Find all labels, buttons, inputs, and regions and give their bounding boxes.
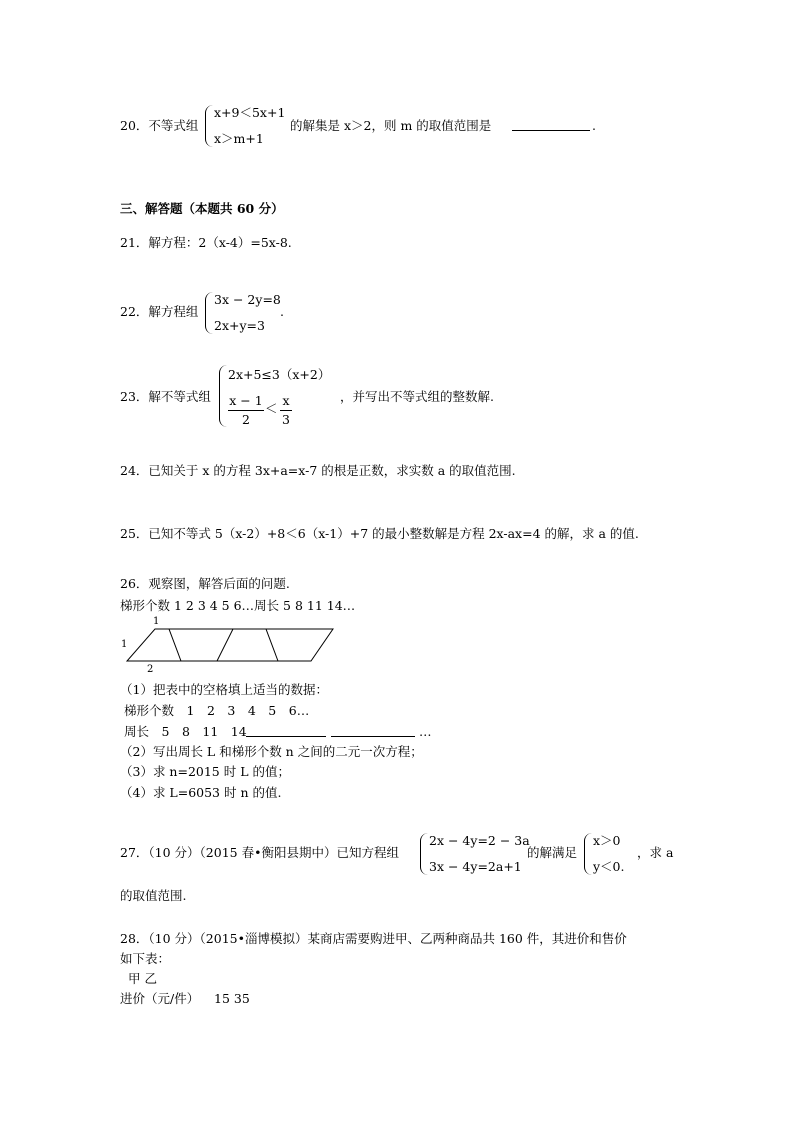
q26-fig-label-top: 1 [153,616,160,627]
q26-row2-prefix: 周长 5 8 11 14 [124,724,247,739]
q23-line1: 2x+5≤3（x+2） [228,367,331,382]
q22-prefix: 22．解方程组 [120,304,199,319]
q22-line2: 2x+y=3 [214,318,265,333]
q27-suffix: ，求 a [637,845,674,860]
q27-brace-1 [420,833,429,875]
q26-fig-label-bottom: 2 [147,664,154,675]
q27-continuation: 的取值范围. [120,888,187,903]
q22-brace [205,292,214,334]
q26-blank-2[interactable] [331,724,415,737]
section3-title: 三、解答题（本题共 60 分） [120,201,284,216]
q23-frac2-bar [280,410,292,411]
q26-count-line: 梯形个数 1 2 3 4 5 6…周长 5 8 11 14… [120,598,356,613]
q28-table-header: 甲 乙 [128,971,157,986]
q23-frac2-num: x [282,393,290,408]
q27-prefix: 27．（10 分）（2015 春•衡阳县期中）已知方程组 [120,845,399,860]
trapezoid-divider-1 [169,629,181,661]
q27-line2: 3x − 4y=2a+1 [429,859,522,874]
trapezoid-divider-2 [217,629,233,661]
trapezoid-divider-3 [266,629,278,661]
q20-line2: x＞m+1 [214,131,264,146]
q28-line1: 28．（10 分）（2015•淄博模拟）某商店需要购进甲、乙两种商品共 160 件，其进价和售价 [120,931,627,946]
q27-line1: 2x − 4y=2 − 3a [429,833,530,848]
q26-row2-end: … [419,724,432,739]
q27-middle: 的解满足 [527,845,578,860]
q23-frac2-den: 3 [282,412,290,427]
trapezoid-outline [127,629,333,661]
q26-part2: （2）写出周长 L 和梯形个数 n 之间的二元一次方程； [120,744,423,759]
q20-end: . [592,118,596,133]
q23-prefix: 23．解不等式组 [120,389,211,404]
q23-lt: ＜ [265,401,278,416]
q20-line1: x+9＜5x+1 [214,105,286,120]
q22-end: . [280,304,284,319]
q25-text: 25．已知不等式 5（x-2）+8＜6（x-1）+7 的最小整数解是方程 2x-ax=4 的解，求 a 的值. [120,526,639,541]
q24-text: 24．已知关于 x 的方程 3x+a=x-7 的根是正数，求实数 a 的取值范围. [120,463,516,478]
q23-frac1-bar [228,410,264,411]
q28-row-label: 进价（元/件） [120,991,200,1006]
q27-cond1: x＞0 [593,833,621,848]
q26-blank-1[interactable] [246,724,326,737]
q20-answer-blank[interactable] [512,118,590,131]
q26-part1: （1）把表中的空格填上适当的数据： [120,682,328,697]
q23-suffix: ，并写出不等式组的整数解. [340,389,494,404]
q22-line1: 3x − 2y=8 [214,292,281,307]
q23-frac1-num: x − 1 [229,393,263,408]
q20-suffix: 的解集是 x＞2，则 m 的取值范围是 [290,118,492,133]
q26-part3: （3）求 n=2015 时 L 的值； [120,764,290,779]
q23-frac1-den: 2 [242,412,250,427]
q23-brace [219,365,228,427]
q27-brace-2 [584,833,593,875]
q26-fig-label-left: 1 [121,639,128,650]
q26-title: 26．观察图，解答后面的问题. [120,576,290,591]
q20-prefix: 20．不等式组 [120,118,199,133]
q28-line2: 如下表： [120,951,171,966]
q20-brace [205,105,214,147]
q27-cond2: y＜0. [593,859,625,874]
q26-row1: 梯形个数 1 2 3 4 5 6… [124,703,310,718]
q26-part4: （4）求 L=6053 时 n 的值. [120,785,282,800]
q21-text: 21．解方程：2（x-4）=5x-8. [120,235,292,250]
q28-row-values: 15 35 [214,991,250,1006]
trapezoid-figure [125,628,340,664]
